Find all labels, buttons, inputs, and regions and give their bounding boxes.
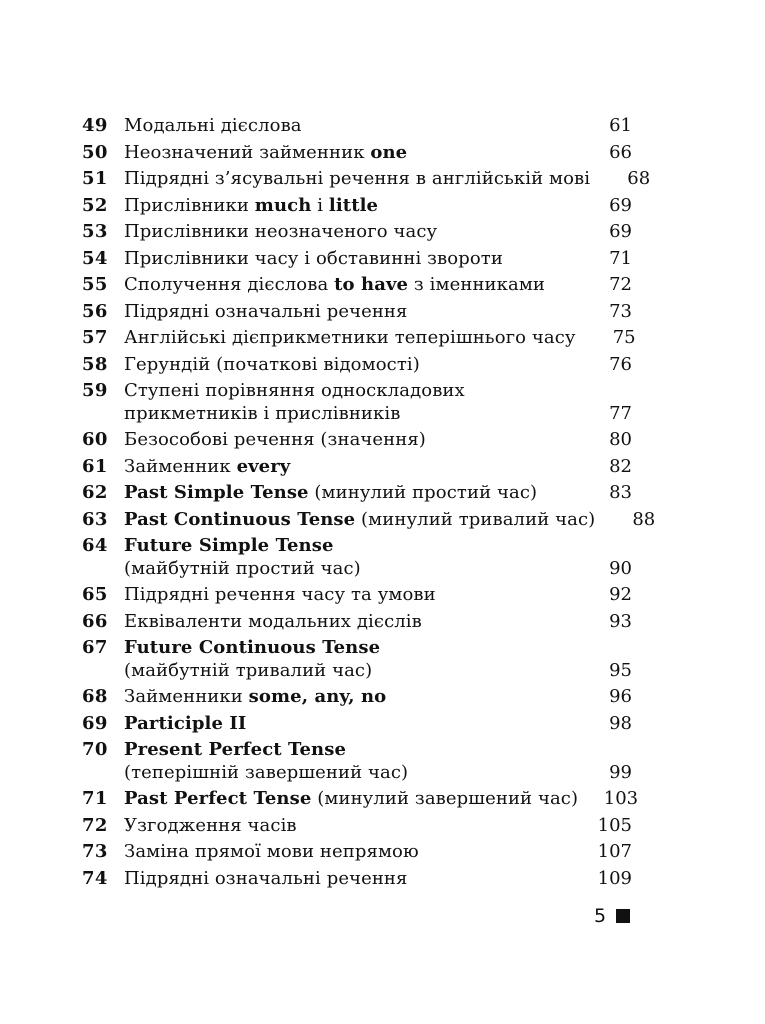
toc-entry-title bbox=[124, 868, 572, 891]
toc-entry-title-segment: Сполучення дієслова bbox=[124, 274, 335, 295]
toc-entry bbox=[82, 684, 632, 711]
toc-entry-title bbox=[124, 456, 572, 479]
toc-entry-page: 75 bbox=[612, 327, 636, 348]
toc-entry-title-bold-segment: one bbox=[370, 141, 408, 163]
toc-entry-title-segment: з іменниками bbox=[408, 274, 546, 295]
toc-entry-title-segment: Прислівники неозначеного часу bbox=[124, 221, 438, 242]
toc-entry-title-line bbox=[124, 429, 572, 452]
toc-entry-title bbox=[124, 248, 572, 271]
toc-entry-title-bold-segment: Participle II bbox=[124, 712, 247, 734]
toc-entry-title-line bbox=[124, 403, 572, 426]
toc-entry-title bbox=[124, 713, 572, 736]
toc-entry-page: 90 bbox=[609, 557, 632, 579]
toc-entry-number: 55 bbox=[82, 274, 108, 295]
toc-entry-number: 65 bbox=[82, 584, 108, 605]
toc-entry-page: 76 bbox=[609, 353, 632, 375]
toc-entry-title-line bbox=[124, 301, 572, 324]
toc-entry-page: 61 bbox=[609, 115, 632, 136]
toc-entry-page: 66 bbox=[609, 141, 632, 163]
toc-entry bbox=[82, 246, 632, 273]
toc-entry-title-segment: Герундій (початкові відомості) bbox=[124, 353, 420, 375]
toc-entry-title-segment: Прислівники часу і обставинні звороти bbox=[124, 247, 503, 269]
toc-entry-number: 67 bbox=[82, 637, 108, 658]
toc-entry-title-bold-segment: Present Perfect Tense bbox=[124, 739, 347, 760]
toc-entry-title-line bbox=[124, 274, 572, 297]
toc-entry-title bbox=[124, 535, 572, 580]
toc-entry-number: 49 bbox=[82, 115, 108, 136]
toc-entry bbox=[82, 219, 632, 246]
toc-entry-title-bold-segment: Future Continuous Tense bbox=[124, 637, 381, 658]
toc-entry-title-line bbox=[124, 327, 576, 350]
toc-entry-title-line bbox=[124, 686, 572, 709]
toc-entry-title-line bbox=[124, 558, 572, 581]
toc-entry-title bbox=[124, 380, 572, 425]
toc-entry-page: 99 bbox=[609, 761, 632, 783]
toc-entry-number: 60 bbox=[82, 429, 108, 450]
toc-entry-page: 82 bbox=[609, 455, 632, 477]
toc-entry-title-bold-segment: Past Continuous Tense bbox=[124, 508, 356, 530]
toc-entry-number: 59 bbox=[82, 380, 108, 401]
toc-entry-title bbox=[124, 739, 572, 784]
toc-entry bbox=[82, 299, 632, 326]
toc-entry bbox=[82, 480, 632, 507]
toc-entry-title-line bbox=[124, 535, 572, 558]
toc-entry-title-segment: Модальні дієслова bbox=[124, 115, 302, 136]
toc-entry-number: 68 bbox=[82, 686, 108, 707]
toc-entry-title-line bbox=[124, 482, 572, 505]
toc-entry-title bbox=[124, 788, 578, 811]
toc-entry-title-segment: Узгодження часів bbox=[124, 814, 297, 836]
toc-entry bbox=[82, 193, 632, 220]
toc-entry-title-line bbox=[124, 380, 572, 403]
toc-entry-page: 92 bbox=[609, 584, 632, 605]
toc-entry-title-bold-segment: some, any, no bbox=[248, 686, 387, 707]
toc-entry-number: 66 bbox=[82, 610, 108, 632]
toc-entry-page: 88 bbox=[632, 508, 656, 530]
toc-entry-title-segment: Заміна прямої мови непрямою bbox=[124, 841, 419, 862]
toc-entry-title-segment: (теперішній завершений час) bbox=[124, 761, 409, 783]
toc-entry-title-segment: Прислівники bbox=[124, 194, 255, 216]
toc-entry-page: 71 bbox=[609, 247, 632, 269]
toc-entry-title bbox=[124, 327, 576, 350]
toc-entry-title-segment: і bbox=[311, 194, 329, 216]
toc-entry-title-line bbox=[124, 115, 572, 138]
toc-entry-title-line bbox=[124, 584, 572, 607]
toc-entry bbox=[82, 454, 632, 481]
toc-entry bbox=[82, 609, 632, 636]
toc-entry-number: 69 bbox=[82, 712, 108, 734]
toc-entry-page: 103 bbox=[603, 788, 639, 809]
toc-entry-number: 61 bbox=[82, 455, 108, 477]
toc-entry-title-segment: прикметників і прислівників bbox=[124, 402, 401, 424]
toc-entry-title-line bbox=[124, 788, 578, 811]
toc-entry-page: 68 bbox=[627, 168, 651, 189]
toc-entry-number: 71 bbox=[82, 788, 108, 809]
toc-entry-number: 64 bbox=[82, 535, 108, 556]
toc-entry-title bbox=[124, 301, 572, 324]
toc-entry-title-segment: Англійські дієприкметники теперішнього часу bbox=[124, 327, 576, 348]
toc-entry-page: 96 bbox=[609, 686, 632, 707]
toc-entry-title-segment: Підрядні речення часу та умови bbox=[124, 584, 436, 605]
toc-entry-page: 105 bbox=[597, 814, 632, 836]
toc-entry-page: 109 bbox=[597, 867, 632, 889]
toc-entry bbox=[82, 786, 639, 813]
page-footer bbox=[594, 905, 630, 927]
toc-entry-title-segment: Неозначений займенник bbox=[124, 141, 371, 163]
toc-entry-page: 83 bbox=[609, 482, 632, 503]
toc-entry bbox=[82, 711, 632, 738]
toc-entry-title-bold-segment: Past Simple Tense bbox=[124, 482, 309, 503]
toc-entry bbox=[82, 352, 632, 379]
toc-entry-title-line bbox=[124, 221, 572, 244]
toc-entry-title-line bbox=[124, 354, 572, 377]
toc-entry-number: 72 bbox=[82, 814, 108, 836]
toc-entry-title-bold-segment: Future Simple Tense bbox=[124, 535, 334, 556]
toc-entry-title-bold-segment: every bbox=[236, 455, 291, 477]
toc-entry-title bbox=[124, 509, 595, 532]
toc-entry-title-bold-segment: much bbox=[254, 194, 312, 216]
toc-entry-number: 52 bbox=[82, 194, 108, 216]
toc-entry-title bbox=[124, 221, 572, 244]
toc-entry-title-line bbox=[124, 713, 572, 736]
toc-entry bbox=[82, 166, 651, 193]
toc-entry-title-segment: (майбутній простий час) bbox=[124, 557, 361, 579]
toc-entry-title-line bbox=[124, 142, 572, 165]
toc-entry-title-bold-segment: to have bbox=[334, 274, 409, 295]
toc-entry bbox=[82, 272, 632, 299]
toc-entry-number: 62 bbox=[82, 482, 108, 503]
toc-entry-title-line bbox=[124, 841, 572, 864]
toc-entry-title-line bbox=[124, 739, 572, 762]
toc-entry bbox=[82, 140, 632, 167]
toc-entry-number: 50 bbox=[82, 141, 108, 163]
toc-entry-title-line bbox=[124, 168, 590, 191]
toc-entry-title bbox=[124, 274, 572, 297]
toc-entry-title-bold-segment: little bbox=[328, 194, 379, 216]
toc-entry-title-line bbox=[124, 815, 572, 838]
table-of-contents bbox=[82, 113, 656, 892]
toc-entry-page: 69 bbox=[609, 194, 632, 216]
toc-entry-title bbox=[124, 637, 572, 682]
toc-entry-number: 56 bbox=[82, 300, 108, 322]
toc-entry-number: 70 bbox=[82, 739, 108, 760]
black-square-icon bbox=[616, 909, 630, 923]
toc-entry-title-segment: Підрядні означальні речення bbox=[124, 867, 408, 889]
toc-entry bbox=[82, 839, 632, 866]
toc-entry bbox=[82, 113, 632, 140]
toc-entry bbox=[82, 427, 632, 454]
toc-entry-number: 58 bbox=[82, 353, 108, 375]
toc-entry bbox=[82, 737, 632, 786]
toc-entry-number: 57 bbox=[82, 327, 108, 348]
toc-entry-title-line bbox=[124, 456, 572, 479]
toc-entry bbox=[82, 635, 632, 684]
toc-entry-title-segment: (минулий тривалий час) bbox=[355, 508, 596, 530]
toc-entry-page: 80 bbox=[609, 429, 632, 450]
toc-entry-number: 54 bbox=[82, 247, 108, 269]
toc-entry-title bbox=[124, 429, 572, 452]
toc-entry bbox=[82, 533, 632, 582]
toc-entry-title-segment: Еквіваленти модальних дієслів bbox=[124, 610, 422, 632]
toc-entry-page: 72 bbox=[609, 274, 632, 295]
toc-entry-title-segment: Займенник bbox=[124, 455, 237, 477]
toc-entry-title-segment: (майбутній тривалий час) bbox=[124, 659, 373, 681]
toc-entry-title-line bbox=[124, 248, 572, 271]
toc-entry-number: 51 bbox=[82, 168, 108, 189]
toc-entry-title bbox=[124, 482, 572, 505]
toc-entry-title-segment: Безособові речення (значення) bbox=[124, 429, 426, 450]
toc-entry-number: 53 bbox=[82, 221, 108, 242]
toc-entry-title-line bbox=[124, 611, 572, 634]
toc-entry-title bbox=[124, 611, 572, 634]
toc-entry-title bbox=[124, 142, 572, 165]
toc-entry-title bbox=[124, 686, 572, 709]
toc-entry-page: 69 bbox=[609, 221, 632, 242]
toc-entry-number: 74 bbox=[82, 867, 108, 889]
toc-entry-title bbox=[124, 584, 572, 607]
toc-entry-page: 98 bbox=[609, 712, 632, 734]
toc-entry-title-line bbox=[124, 637, 572, 660]
toc-entry-number: 73 bbox=[82, 841, 108, 862]
toc-entry-title bbox=[124, 115, 572, 138]
toc-entry-title-line bbox=[124, 762, 572, 785]
toc-entry bbox=[82, 378, 632, 427]
page-number: 5 bbox=[594, 905, 607, 927]
toc-entry-page: 77 bbox=[609, 402, 632, 424]
toc-entry-title-segment: Ступені порівняння односкладових bbox=[124, 380, 465, 401]
toc-entry-title-line bbox=[124, 868, 572, 891]
toc-entry-title-segment: Займенники bbox=[124, 686, 249, 707]
toc-entry bbox=[82, 813, 632, 840]
toc-entry-page: 73 bbox=[609, 300, 632, 322]
toc-entry-title-line bbox=[124, 195, 572, 218]
toc-entry-title bbox=[124, 841, 572, 864]
toc-entry-number: 63 bbox=[82, 508, 108, 530]
toc-entry-page: 95 bbox=[609, 659, 632, 681]
toc-entry-page: 93 bbox=[609, 610, 632, 632]
toc-entry-title-segment: (минулий завершений час) bbox=[311, 788, 579, 809]
toc-entry-title-line bbox=[124, 509, 595, 532]
toc-entry-title-bold-segment: Past Perfect Tense bbox=[124, 788, 312, 809]
toc-entry-title-segment: Підрядні означальні речення bbox=[124, 300, 408, 322]
toc-entry-title bbox=[124, 195, 572, 218]
toc-entry-title-line bbox=[124, 660, 572, 683]
toc-entry bbox=[82, 582, 632, 609]
toc-entry-title bbox=[124, 815, 572, 838]
toc-entry-title bbox=[124, 354, 572, 377]
toc-entry-title bbox=[124, 168, 590, 191]
toc-entry bbox=[82, 866, 632, 893]
toc-entry-page: 107 bbox=[597, 841, 632, 862]
toc-entry bbox=[82, 325, 636, 352]
toc-entry-title-segment: Підрядні з’ясувальні речення в англійській мові bbox=[124, 168, 591, 189]
toc-entry bbox=[82, 507, 656, 534]
toc-entry-title-segment: (минулий простий час) bbox=[308, 482, 538, 503]
